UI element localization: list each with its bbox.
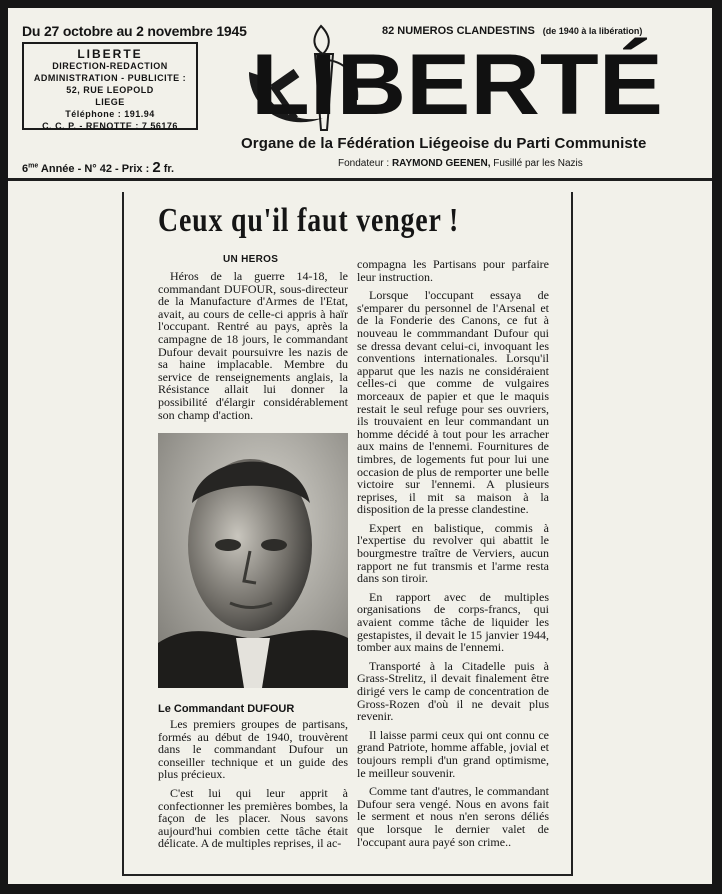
article-column-2 [357,258,549,848]
paragraph: Expert en balistique, commis à l'expertise du revolver qui abattit le bourgmestre traître de Verviers, aucun rapport ne fut transmis et l'arme resta dans son tiroir. [357,520,549,586]
paragraph: C'est lui qui leur apprit à confectionner les premières bombes, la façon de les placer. Nous savons aujourd'hui combien cette tâche était délicate. A de multiples reprises, il ac- [158,785,348,851]
newspaper-page [8,8,712,884]
infobox-line: ADMINISTRATION - PUBLICITE : [33,73,187,83]
clandestins-count: 82 NUMEROS CLANDESTINS [382,25,535,37]
paragraph: Il laisse parmi ceux qui ont connu ce grand Patriote, homme affable, jovial et toujours rempli d'un grand optimisme, le meilleur souvenir. [357,727,549,780]
paragraph: compagna les Partisans pour parfaire leur instruction. [357,257,549,284]
portrait-photo [158,433,348,688]
masthead-subtitle: Organe de la Fédération Liégeoise du Parti Communiste [241,135,647,152]
section-title: UN HEROS [223,254,279,265]
header-rule [8,178,712,181]
infobox-line: C. C. P. - RENOTTE : 7 56176 [42,121,178,131]
masthead-logo [243,20,668,144]
masthead-title: LIBERTÉ [251,37,663,133]
paragraph: Transporté à la Citadelle puis à Grass-Strelitz, il devait finalement être dirigé vers le camp de concentration de Gross-Rozen d'où il ne devait plus revenir. [357,658,549,724]
infobox-line: Téléphone : 191.94 [65,109,155,119]
paragraph: Les premiers groupes de partisans, formés au début de 1940, trouvèrent dans le commandant Dufour un conseiller technique et un guide des plus précieux. [158,717,348,782]
issue-info: $6^{me}$ Année - N° 42 - Prix : 2 fr. [22,159,175,176]
paragraph: Lorsque l'occupant essaya de s'emparer du personnel de l'Arsenal et de la Fonderie des Canons, ce fut à nouveau le commmandant Dufour qui se dressa devant celui-ci, invoquant les conventions internationales. Lorsqu'il apparut que les nazis ne considéraient celles-ci que comme de vulgaires morceaux de papier et que le maquis restait le seul refuge pour ses ouvriers, ils trouvaient en leur commandant un homme décidé à tout pour les arracher aux mains de l'ennemi. Fournitures de timbres, de logements fut pour lui une occasion de plus de remporter une belle victoire sur l'ennemi. A plusieurs reprises, il mit sa maison à la disposition de la presse clandestine. [357,288,549,517]
article-column-1 [158,718,348,850]
paragraph: Héros de la guerre 14-18, le commandant DUFOUR, sous-directeur de la Manufacture d'Armes de l'Etat, avait, au cours de celle-ci appris à haïr l'occupant. Rentré au pays, après la campagne de 18 jours, le commandant Dufour devait poursuivre les nazis de sa haine implacable. Membre du service de renseignements anglais, la Résistance allait lui donner la possibilité d'élargir considérablement son champ d'action. [158,269,348,422]
paragraph: Comme tant d'autres, le commandant Dufour sera vengé. Nous en avons fait le serment et nous n'en serons déliés que lorsque le dernier valet de l'occupant aura payé son crime.. [357,784,549,849]
article-headline: Ceux qu'il faut venger ! [158,202,460,239]
infobox-line: 52, RUE LEOPOLD [66,85,154,95]
infobox-line: LIBERTE [77,47,143,61]
infobox-line: LIEGE [95,97,125,107]
infobox-line: DIRECTION-REDACTION [52,61,168,71]
article-intro [158,270,348,421]
clandestins-period: (de 1940 à la libération) [542,26,643,36]
founder-line: Fondateur : RAYMOND GEENEN, Fusillé par les Nazis [338,158,583,169]
issue-price: 2 [152,159,161,176]
publisher-info-box [22,42,198,130]
photo-caption: Le Commandant DUFOUR [158,703,295,715]
issue-number: N° 42 [84,163,112,175]
dateline: Du 27 octobre au 2 novembre 1945 [22,23,247,39]
founder-name: RAYMOND GEENEN, [391,158,491,169]
paragraph: En rapport avec de multiples organisations de corps-francs, qui avaient comme tâche de liquider les gestapistes, il devait le 15 janvier 1944, tomber aux mains de l'ennemi. [357,589,549,655]
